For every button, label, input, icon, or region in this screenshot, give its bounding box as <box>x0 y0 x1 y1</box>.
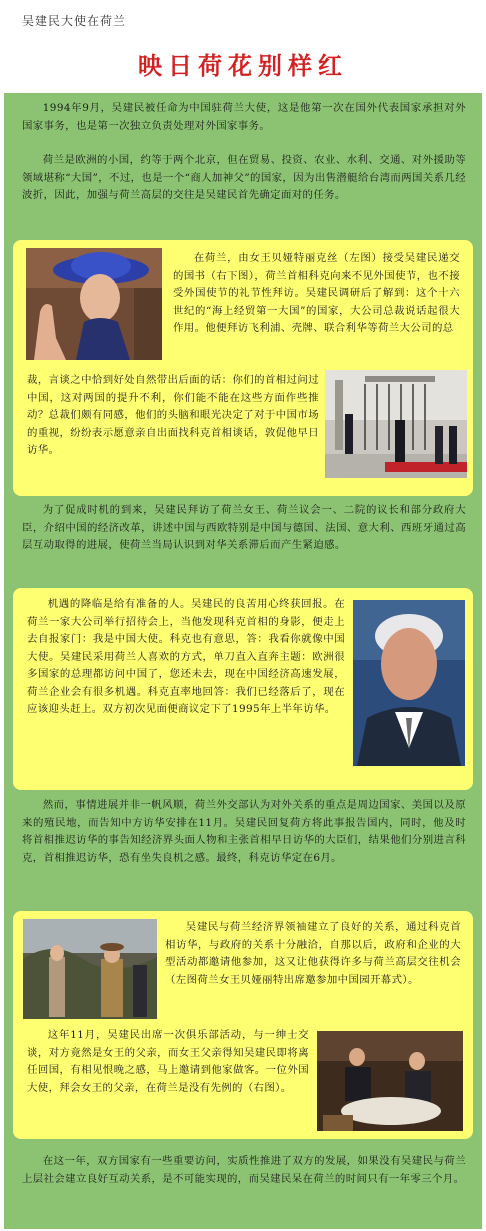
box1-paragraph-bottom: 裁，言谈之中恰到好处自然带出后面的话：你们的首相过问过中国，这对两国的提升不利，你们能不能在这些方面作些推动？总裁们颇有同感，他们的头脑和眼光决定了对于中国市场的重视，纷纷表示愿意亲自出面找科克首相谈话，敦促他早日访华。 <box>27 374 319 456</box>
box1-paragraph-top: 在荷兰，由女王贝娅特丽克丝（左图）接受吴建民递交的国书（右下图），荷兰首相科克向来不见外国使节，也不接受外国使节的礼节性拜访。吴建民调研后了解到：这个十六世纪的“海上经贸第一大国”的国家，大公司总裁说话起很大作用。他便拜访飞利浦、壳牌、联合利华等荷兰大公司的总 <box>173 252 460 334</box>
queen-photo <box>26 248 162 360</box>
series-title: 吴建民大使在荷兰 <box>22 14 127 28</box>
box3-paragraph-1: 吴建民与荷兰经济界领袖建立了良好的关系，通过科克首相访华，与政府的关系十分融洽，自那以后，政府和企业的大型活动都邀请他参加，这又让他获得许多与荷兰高层交往机会（左图荷兰女王贝娅丽特出席邀参加中国园开幕式）。 <box>165 921 461 986</box>
kok-portrait-photo <box>353 600 465 766</box>
mid-paragraph-1: 为了促成时机的到来，吴建民拜访了荷兰女王、荷兰议会一、二院的议长和部分政府大臣，介绍中国的经济改革，讲述中国与西欧特别是中国与德国、法国、意大利、西班牙通过高层互动取得的进展，使荷兰当局认识到对华关系滞后而产生紧迫感。 <box>22 504 466 551</box>
outro-paragraph: 在这一年，双方国家有一些重要访问，实质性推进了双方的发展，如果没有吴建民与荷兰上层社会建立良好互动关系，是不可能实现的，而吴建民呆在荷兰的时间只有一年零三个月。 <box>22 1155 466 1185</box>
intro-paragraph-1: 1994年9月，吴建民被任命为中国驻荷兰大使，这是他第一次在国外代表国家承担对外国家事务，也是第一次独立负责处理对外国家事务。 <box>22 102 466 132</box>
kok-meeting-box <box>13 588 473 790</box>
box2-paragraph: 机遇的降临是给有准备的人。吴建民的良苦用心终获回报。在荷兰一家大公司举行招待会上，当他发现科克首相的身影，便走上去自报家门：我是中国大使。科克也有意思，答：我看你就像中国大使。吴建民采用荷兰人喜欢的方式，单刀直入直奔主题：欧洲很多国家的总理都访问中国了，您还未去，现在中国经济高速发展，荷兰企业会有很多机遇。科克直率地回答：我们已经落后了，现在应该迎头赶上。双方初次见面便商议定下了1995年上半年访华。 <box>27 598 345 715</box>
page-title: 映日荷花别样红 <box>138 51 348 80</box>
queen-father-visit-photo <box>317 1031 463 1131</box>
mid-paragraph-2: 然而，事情进展并非一帆风顺，荷兰外交部认为对外关系的重点是周边国家、美国以及原来的殖民地，而告知中方访华安排在11月。吴建民回复荷方将此事报告国内，同时，他及时将首相推迟访华的事告知经济界头面人物和主张首相早日访华的大臣们，结果他们分别进言科克，首相推迟访华，恐有坐失良机之感。最终，科克访华定在6月。 <box>22 799 466 864</box>
queen-garden-opening-photo <box>23 919 157 1019</box>
credentials-ceremony-photo <box>325 370 467 478</box>
box3-paragraph-2: 这年11月，吴建民出席一次俱乐部活动，与一绅士交谈，对方竟然是女王的父亲，而女王父亲得知吴建民即将离任回国，有相见恨晚之感，马上邀请到他家做客。一位外国大使，拜会女王的父亲，在荷兰是没有先例的（右图）。 <box>27 1029 309 1094</box>
intro-paragraph-2: 荷兰是欧洲的小国，约等于两个北京，但在贸易、投资、农业、水利、交通、对外援助等领域堪称“大国”，不过，也是一个“商人加神父”的国家，因为出售潜艇给台湾而两国关系几经波折，因此，加强与荷兰高层的交往是吴建民首先确定面对的任务。 <box>22 154 466 201</box>
queen-credentials-box <box>13 240 473 496</box>
economic-ties-box <box>13 911 473 1139</box>
